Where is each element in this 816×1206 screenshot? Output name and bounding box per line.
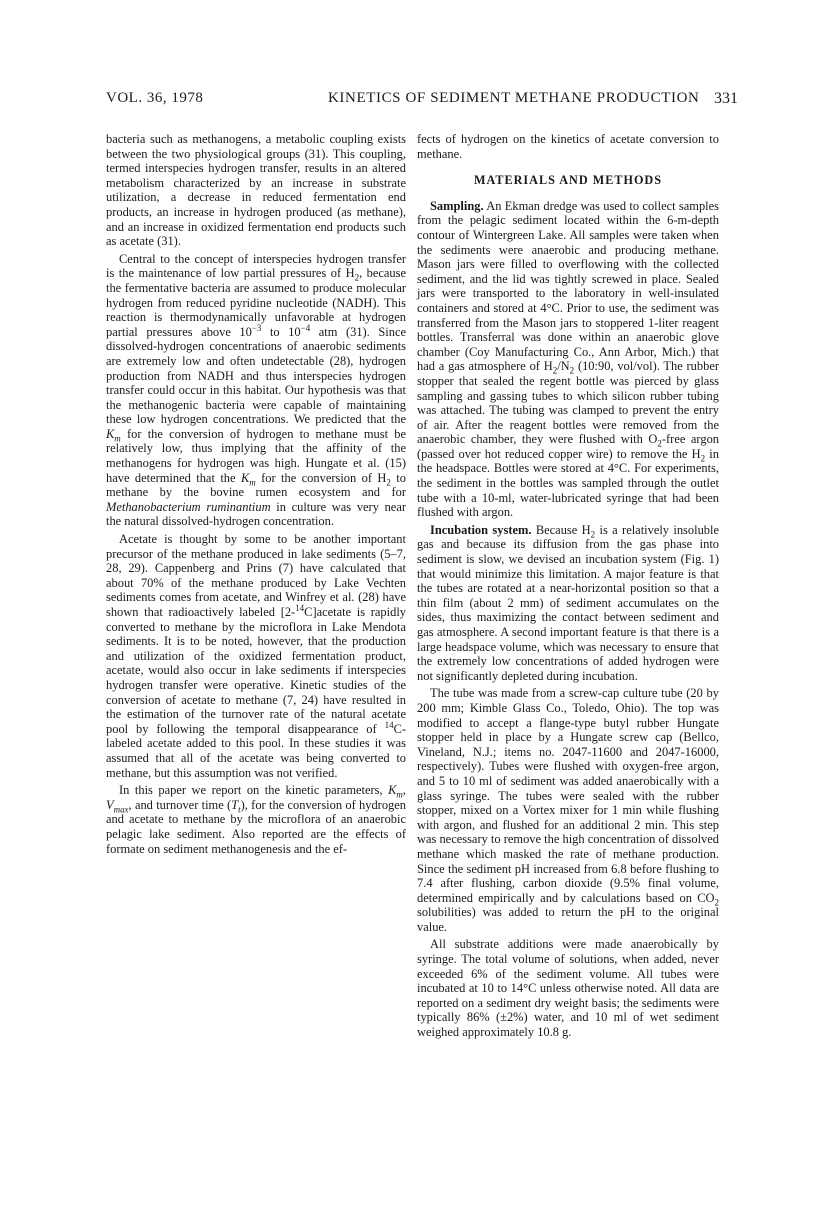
journal-volume: VOL. 36, 1978 (106, 90, 204, 106)
paragraph-continued-right: fects of hydrogen on the kinetics of acetate conversion to methane. (417, 132, 719, 161)
paragraph-hydrogen-transfer: Central to the concept of interspecies hydrogen transfer is the maintenance of low partial pressures of $H_2$, because the fermentative bacteria are assumed to produce molecular hydrogen from reduced pyridine nucleotide (NADH). This reaction is thermodynamically unfavorable at hydrogen partial pressures above $10^{-3}$ to $10^{-4}$ atm (31). Since dissolved-hydrogen concentrations of anaerobic sediments are extremely low and often undetectable (28), hydrogen production from NADH and thus interspecies hydrogen transfer could occur in this habitat. Our hypothesis was that the methanogenic bacteria were capable of maintaining these low hydrogen concentrations. We predicted that the $K_m$ for the conversion of hydrogen to methane must be relatively low, thus implying that the affinity of the methanogens for hydrogen was high. Hungate et al. (15) have determined that the $K_m$ for the conversion of $H_2$ to methane by the bovine rumen ecosystem and for Methanobacterium ruminantium in culture was very near the natural dissolved-hydrogen concentration. (106, 251, 407, 529)
paragraph-continued: bacteria such as methanogens, a metabolic coupling exists between the two physiological groups (31). This coupling, termed interspecies hydrogen transfer, results in an altered metabolism characterized by an increase in substrate utilization, a decrease in reduced fermentation end products, an increase in hydrogen produced (as methane), and an increase in oxidized fermentation end products such as acetate (31). (106, 132, 406, 249)
paragraph-acetate: Acetate is thought by some to be another important precursor of the methane produced in lake sediments (5–7, 28, 29). Cappenberg and Prins (7) have calculated that about 70% of the methane produced by Lake Vechten sediments comes from acetate, and Winfrey et al. (28) have shown that radioactively labeled [2-$^{14}$C]acetate is rapidly converted to methane by the microflora in Lake Mendota sediments. It is to be noted, however, that the production and utilization of the oxidized fermentation product, acetate, would also occur in lake sediments if interspecies hydrogen transfer were operative. Kinetic studies of the conversion of acetate to methane (7, 24) have resulted in the estimation of the turnover rate of the natural acetate pool by following the temporal disappearance of $^{14}$C-labeled acetate added to this pool. In these studies it was assumed that all of the acetate was being converted to methane, but this assumption was not verified. (106, 532, 406, 780)
paragraph-report: In this paper we report on the kinetic parameters, $K_m$, $V_{max}$, and turnover time $(T_t)$, for the conversion of hydrogen and acetate to methane by the microflora of an anaerobic pelagic lake sediment. Also reported are the effects of formate on sediment methanogenesis and the ef- (106, 783, 406, 856)
run-in-heading-sampling: Sampling. (430, 198, 484, 213)
page-number: 331 (714, 90, 738, 107)
section-heading: MATERIALS AND METHODS (473, 173, 663, 188)
run-in-heading-incubation: Incubation system. (430, 522, 532, 537)
organism-name: Methanobacterium ruminantium (106, 499, 271, 514)
paragraph-incubation: Incubation system. Because $H_2$ is a relatively insoluble gas and because its diffusion from the gas phase into sediment is slow, we devised an incubation system (Fig. 1) that would minimize this limitation. A major feature is that the tubes are rotated at a near-horizontal position so that a thin film (about 2 mm) of sediment accumulates on the sides, thus maximizing the contact between sediment and gas atmosphere. A second important feature is that there is a large headspace volume, which was necessary to ensure that the extremely low concentrations of added hydrogen were not significantly depleted during incubation. (417, 522, 719, 683)
running-header (106, 90, 738, 114)
paragraph-tube: The tube was made from a screw-cap culture tube (20 by 200 mm; Kimble Glass Co., Toledo, Ohio). The top was modified to accept a flange-type butyl rubber Hungate stopper held in place by a Hungate screw cap (Bellco, Vineland, N.J.; items no. 2047-11600 and 2047-16000, respectively). Tubes were flushed with oxygen-free argon, and 5 to 10 ml of sediment was added anaerobically with a glass syringe. The tubes were sealed with the rubber stopper, mixed on a Vortex mixer for 1 min while flushing with argon, and flushed for an additional 2 min. This step was necessary to remove the high concentration of dissolved methane which masked the rate of methane production. Since the sediment pH increased from 6.8 before flushing to 7.4 after flushing, carbon dioxide (9.5% final volume, determined empirically and by calculations based on $CO_2$ solubilities) was added to return the pH to the original value. (417, 686, 719, 934)
paragraph-substrate: All substrate additions were made anaerobically by syringe. The total volume of solutions, when added, never exceeded 6% of the sediment volume. All tubes were incubated at 10 to 14°C unless otherwise noted. All data are reported on a sediment dry weight basis; the sediments were typically 86% (±2%) water, and 10 ml of wet sediment weighed approximately 10.8 g. (417, 937, 719, 1040)
running-title: KINETICS OF SEDIMENT METHANE PRODUCTION (328, 90, 700, 106)
left-column (106, 132, 406, 856)
paragraph-sampling: Sampling. An Ekman dredge was used to collect samples from the pelagic sediment located within the 6-m-depth contour of Wintergreen Lake. All samples were taken when the sediments were anaerobic and producing methane. Mason jars were filled to overflowing with the collected sediment, and the lid was tightly screwed in place. Sealed jars were transported to the laboratory in well-insulated containers and stored at 4°C. Prior to use, the sediment was transferred from the Mason jars to stoppered 1-liter reagent bottles. Transferral was done within an anaerobic glove chamber (Coy Manufacturing Co., Ann Arbor, Mich.) that had a gas atmosphere of $H_2/N_2$ (10:90, vol/vol). The rubber stopper that sealed the regent bottle was pierced by glass sampling and gassing tubes to which silicon rubber tubing was attached. The tubing was clamped to prevent the entry of air. After the reagent bottles were removed from the anaerobic chamber, they were flushed with $O_2$-free argon (passed over hot reduced copper wire) to remove the $H_2$ in the headspace. Bottles were stored at 4°C. For experiments, the sediment in the bottles was sampled through the outlet tube with a 10-ml, water-lubricated syringe that had been flushed with argon. (417, 198, 720, 520)
right-column (417, 132, 719, 1040)
